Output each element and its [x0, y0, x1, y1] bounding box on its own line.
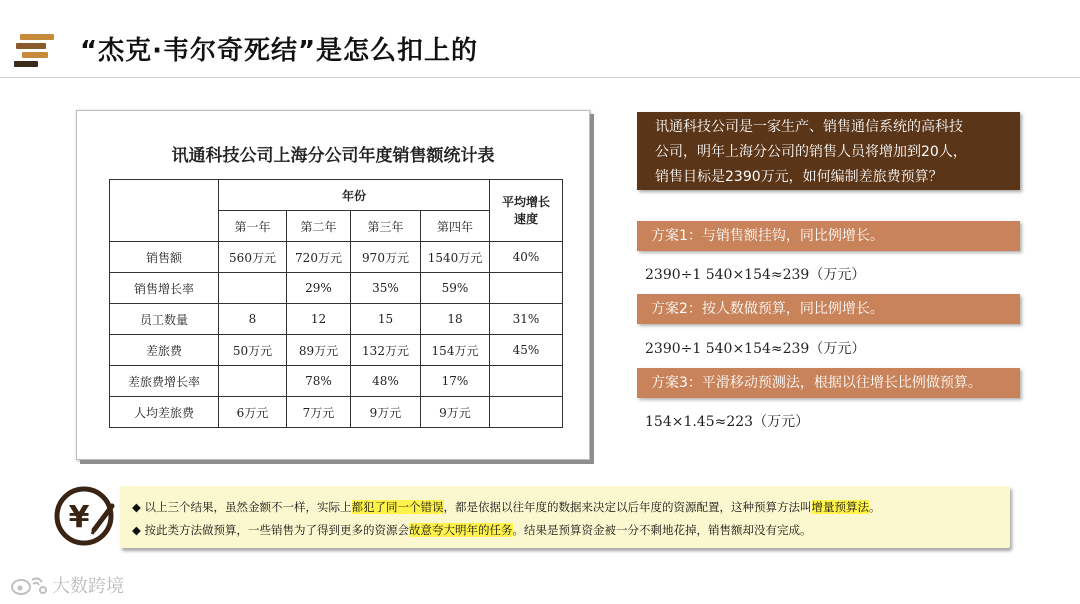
- table-cell: 7万元: [287, 397, 351, 428]
- avg-cell: [490, 366, 563, 397]
- row-label: 人均差旅费: [110, 397, 219, 428]
- header-divider: [0, 77, 1080, 78]
- table-row: [110, 335, 563, 366]
- table-title: 讯通科技公司上海分公司年度销售额统计表: [171, 146, 495, 166]
- table-corner-cell: [110, 180, 219, 242]
- table-cell: 78%: [287, 366, 351, 397]
- sales-statistics-table: [109, 179, 563, 428]
- table-cell: 132万元: [351, 335, 421, 366]
- question-box: [637, 112, 1020, 190]
- question-line: 讯通科技公司是一家生产、销售通信系统的高科技: [655, 119, 963, 135]
- note-line-2: [132, 522, 812, 538]
- table-cell: 35%: [351, 273, 421, 304]
- plan-3-label: 方案3：平滑移动预测法，根据以往增长比例做预算。: [637, 368, 1020, 398]
- conclusion-note: [120, 486, 1010, 548]
- table-cell: 59%: [421, 273, 490, 304]
- table-cell: 6万元: [219, 397, 287, 428]
- year-group-header: 年份: [219, 180, 490, 211]
- table-cell: 9万元: [421, 397, 490, 428]
- table-cell: 17%: [421, 366, 490, 397]
- avg-cell: 40%: [490, 242, 563, 273]
- row-label: 销售增长率: [110, 273, 219, 304]
- table-cell: 970万元: [351, 242, 421, 273]
- row-label: 差旅费: [110, 335, 219, 366]
- note-highlight: 增量预算法: [811, 500, 869, 514]
- table-cell: 50万元: [219, 335, 287, 366]
- page-title: “杰克·韦尔奇死结”是怎么扣上的: [80, 36, 479, 66]
- year-header-3: 第三年: [351, 211, 421, 242]
- brand-logo-icon: [14, 34, 56, 68]
- avg-growth-header: 平均增长 速度: [490, 180, 563, 242]
- table-row: [110, 304, 563, 335]
- table-cell: 89万元: [287, 335, 351, 366]
- note-text: ，都是依据以往年度的数据来决定以后年度的资源配置，这种预算方法叫: [443, 500, 812, 514]
- table-cell: 29%: [287, 273, 351, 304]
- note-highlight: 故意夸大明年的任务: [409, 523, 513, 537]
- table-cell: 560万元: [219, 242, 287, 273]
- table-cell: 15: [351, 304, 421, 335]
- year-header-2: 第二年: [287, 211, 351, 242]
- table-cell: 154万元: [421, 335, 490, 366]
- table-row: [110, 397, 563, 428]
- note-text: ◆ 按此类方法做预算，一些销售为了得到更多的资源会: [132, 523, 409, 537]
- year-header-1: 第一年: [219, 211, 287, 242]
- table-cell: [219, 366, 287, 397]
- note-text: ◆ 以上三个结果，虽然金额不一样，实际上: [132, 500, 352, 514]
- slide-header: [0, 0, 1080, 78]
- sales-table-card: [76, 110, 590, 460]
- avg-cell: 31%: [490, 304, 563, 335]
- svg-text:¥: ¥: [68, 500, 90, 535]
- table-row: [110, 242, 563, 273]
- table-cell: 1540万元: [421, 242, 490, 273]
- yen-coin-pen-icon: [54, 484, 118, 548]
- plan-2-formula: 2390÷1 540×154≈239（万元）: [645, 341, 866, 357]
- plan-3-formula: 154×1.45≈223（万元）: [645, 414, 810, 430]
- row-label: 销售额: [110, 242, 219, 273]
- plan-2-label: 方案2：按人数做预算，同比例增长。: [637, 294, 1020, 324]
- table-row: [110, 273, 563, 304]
- avg-cell: [490, 273, 563, 304]
- table-cell: 8: [219, 304, 287, 335]
- watermark: [10, 572, 124, 598]
- note-text: 。: [869, 500, 881, 514]
- year-header-4: 第四年: [421, 211, 490, 242]
- table-cell: [219, 273, 287, 304]
- plan-1-label: 方案1：与销售额挂钩，同比例增长。: [637, 221, 1020, 251]
- plan-1-formula: 2390÷1 540×154≈239（万元）: [645, 267, 866, 283]
- avg-cell: 45%: [490, 335, 563, 366]
- weibo-logo-icon: [10, 574, 48, 596]
- table-cell: 9万元: [351, 397, 421, 428]
- note-text: 。结果是预算资金被一分不剩地花掉，销售额却没有完成。: [512, 523, 812, 537]
- table-cell: 18: [421, 304, 490, 335]
- note-highlight: 都犯了同一个错误: [351, 500, 444, 514]
- note-line-1: [132, 499, 881, 515]
- table-row: [110, 366, 563, 397]
- row-label: 员工数量: [110, 304, 219, 335]
- table-cell: 720万元: [287, 242, 351, 273]
- table-cell: 12: [287, 304, 351, 335]
- question-line: 销售目标是2390万元，如何编制差旅费预算？: [655, 169, 943, 185]
- table-cell: 48%: [351, 366, 421, 397]
- row-label: 差旅费增长率: [110, 366, 219, 397]
- avg-cell: [490, 397, 563, 428]
- watermark-text: 大数跨境: [52, 576, 124, 597]
- question-line: 公司，明年上海分公司的销售人员将增加到20人，: [655, 144, 967, 160]
